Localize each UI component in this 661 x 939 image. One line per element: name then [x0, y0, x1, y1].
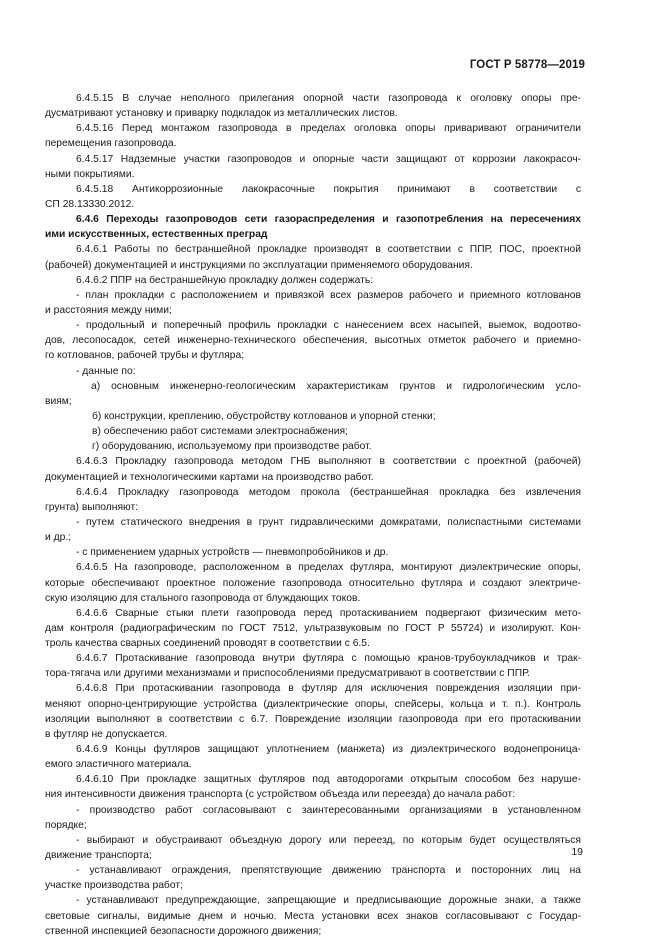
text-line: го котлованов, рабочей трубы и футляра; [45, 350, 245, 362]
text-line: перемещения газопровода. [45, 138, 177, 150]
text-line: виям; [45, 395, 72, 407]
text-line: дам контроля (радиографическим по ГОСТ 7512, ультразвуковым по ГОСТ Р 55724) и изолируют. Кон- [45, 622, 581, 634]
text-line: тора-тягача или другими механизмами и приспособлениями предусматривают в соответствии с ППР. [45, 668, 530, 680]
text-line: 6.4.5.18 Антикоррозионные лакокрасочные покрытия принимают в соответствии с [76, 183, 581, 195]
text-line: ными покрытиями. [45, 168, 135, 180]
text-line: в) обеспечению работ системами электроснабжения; [92, 426, 348, 438]
text-line: 6.4.6.10 При прокладке защитных футляров под автодорогами открытым способом без наруше- [76, 774, 581, 786]
text-line: троль качества сварных соединений проводят в соответствии с 6.5. [45, 638, 370, 650]
text-line: б) конструкции, креплению, обустройству котлованов и упорной стенки; [92, 410, 436, 422]
text-line: скую изоляцию для стального газопровода от блуждающих токов. [45, 592, 361, 604]
text-line: 6.4.6.8 При протаскивании газопровода в футляр для исключения повреждения изоляции при- [76, 683, 581, 695]
text-line: СП 28.13330.2012. [45, 198, 135, 210]
text-line: ими искусственных, естественных преград [45, 229, 268, 241]
text-line: 6.4.6.5 На газопроводе, расположенном в пределах футляра, монтируют диэлектрические опоры, [76, 562, 581, 574]
text-line: 6.4.6.9 Концы футляров защищают уплотнением (манжета) из диэлектрического водонепроница- [76, 744, 581, 756]
text-line: а) основным инженерно-геологическим характеристикам грунтов и гидрологическим усло- [91, 380, 581, 392]
text-line: документацией и технологическими картами на производство работ. [45, 471, 374, 483]
text-line: - устанавливают ограждения, препятствующие движению транспорта и посторонних лиц на [76, 865, 581, 877]
text-line: грунта) выполняют: [45, 501, 139, 513]
text-line: порядке; [45, 819, 87, 831]
text-line: емого эластичного материала. [45, 759, 192, 771]
text-line: 6.4.6.7 Протаскивание газопровода внутри футляра с помощью кранов-трубоукладчиков и трак- [76, 653, 581, 665]
text-line: 6.4.6.4 Прокладку газопровода методом прокола (бестраншейная прокладка без извлечения [76, 486, 581, 498]
text-line: световые сигналы, видимые днем и ночью. Места установки всех знаков согласовывают с Государ- [45, 910, 581, 922]
text-line: (рабочей) документацией и инструкциями по эксплуатации применяемого оборудования. [45, 259, 473, 271]
document-body [45, 91, 581, 939]
text-line: ственной инспекцией безопасности дорожного движения; [45, 925, 322, 937]
text-line: 6.4.5.17 Надземные участки газопроводов и опорные части защищают от коррозии лакокрасоч- [76, 153, 581, 165]
text-line: меняют опорно-центрирующие устройства (диэлектрические опоры, спейсеры, кольца и т. п.). Контроль [45, 698, 581, 710]
text-line: ния интенсивности движения транспорта (с устройством объезда или переезда) до начала работ: [45, 789, 516, 801]
text-line: движение транспорта; [45, 850, 152, 862]
text-line: - производство работ согласовывают с заинтересованными организациями в установленном [76, 804, 581, 816]
text-line: изоляции выполняют в соответствии с 6.7. Повреждение изоляции газопровода при его протаскивании [45, 713, 581, 725]
text-line: - путем статического внедрения в грунт гидравлическими домкратами, полиспастными системами [76, 516, 581, 528]
text-line: 6.4.6.6 Сварные стыки плети газопровода перед протаскиванием подвергают физическим мето- [76, 607, 581, 619]
text-line: дусматривают установку и приварку подкладок из металлических листов. [45, 108, 398, 120]
text-line: дов, лесопосадок, сетей инженерно-технического обеспечения, высотных отметок рабочего и приемно- [45, 335, 581, 347]
text-line: и расстояния между ними; [45, 304, 172, 316]
text-line: - с применением ударных устройств — пневмопробойников и др. [76, 547, 389, 559]
text-line: - данные по: [76, 365, 136, 377]
document-header: ГОСТ Р 58778—2019 [469, 59, 585, 71]
page-number: 19 [571, 846, 583, 858]
text-line: и др.; [45, 532, 72, 544]
text-line: - продольный и поперечный профиль прокладки с нанесением всех насыпей, выемок, водоотво- [76, 320, 581, 332]
text-line: 6.4.5.15 В случае неполного прилегания опорной части газопровода к оголовку опоры пре- [76, 93, 581, 104]
text-line: в футляр не допускается. [45, 728, 168, 740]
text-line: 6.4.6 Переходы газопроводов сети газораспределения и газопотребления на пересечениях [76, 214, 581, 226]
text-line: - устанавливают предупреждающие, запрещающие и предписывающие дорожные знаки, а также [76, 895, 581, 907]
text-line: 6.4.6.1 Работы по бестраншейной прокладке производят в соответствии с ППР, ПОС, проектной [76, 244, 581, 256]
text-line: - план прокладки с расположением и привязкой всех размеров рабочего и приемного котлованов [76, 289, 581, 301]
text-line: 6.4.5.16 Перед монтажом газопровода в пределах оголовка опоры приваривают ограничители [76, 123, 581, 135]
text-line: г) оборудованию, используемому при производстве работ. [92, 441, 372, 453]
text-line: которые обеспечивают проектное положение газопровода относительно футляра и создают электриче- [45, 577, 581, 589]
text-line: участке производства работ; [45, 880, 183, 892]
text-line: 6.4.6.2 ППР на бестраншейную прокладку должен содержать: [76, 274, 374, 286]
text-line: - выбирают и обустраивают объездную дорогу или переезд, по которым будет осуществляться [76, 834, 581, 846]
text-line: 6.4.6.3 Прокладку газопровода методом ГНБ выполняют в соответствии с проектной (рабочей) [76, 456, 581, 468]
